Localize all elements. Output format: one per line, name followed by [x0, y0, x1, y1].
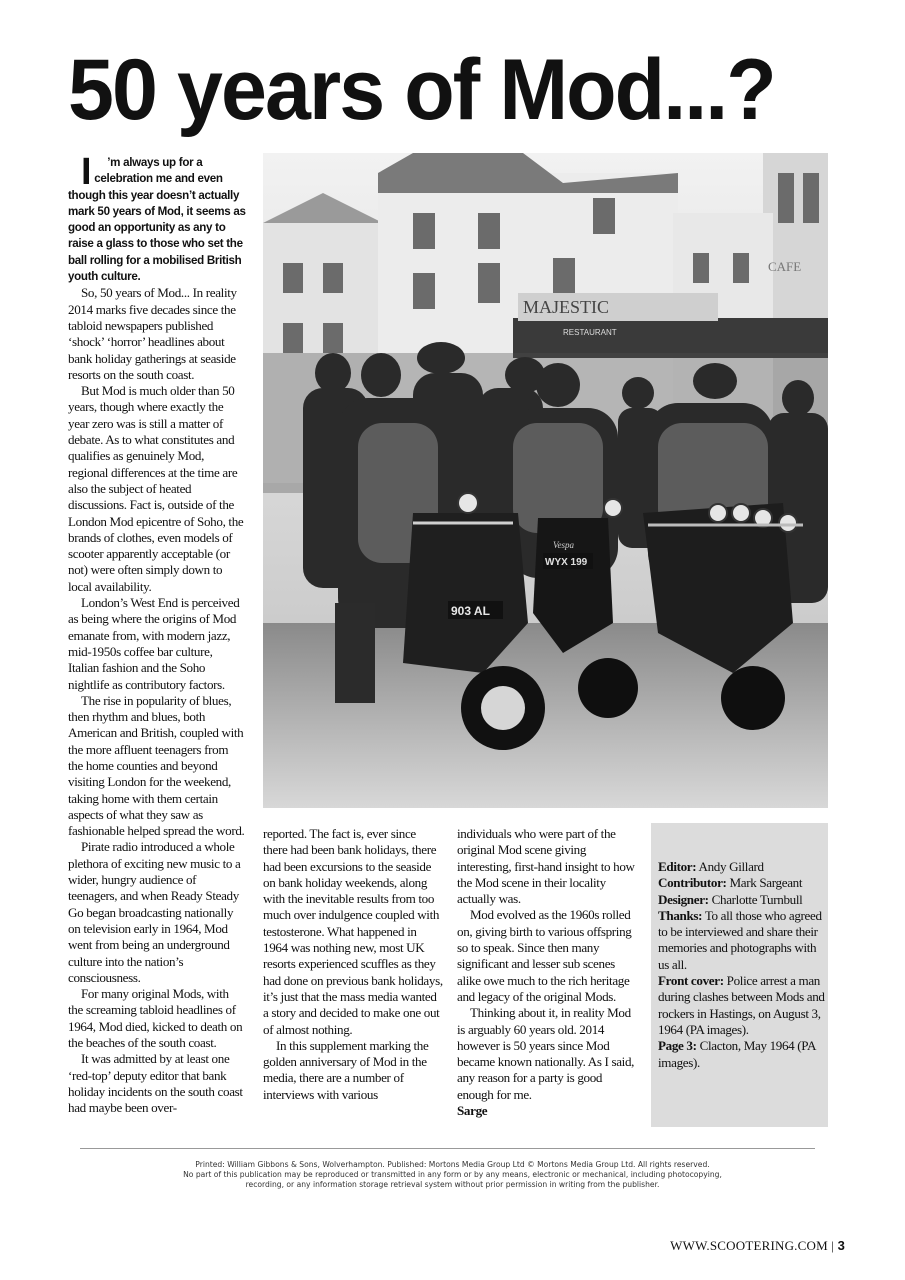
author-signoff: Sarge: [457, 1103, 488, 1119]
article-column-3: [457, 826, 637, 1119]
page-number: 3: [837, 1238, 845, 1253]
intro-text: ’m always up for a celebration me and even though this year doesn’t actually mark 50 years of Mod, it seems as good an opportunity as any to raise a glass to those who set the ball rolling for a mobilised British youth culture.: [68, 156, 246, 284]
credit-item: Designer: Charlotte Turnbull: [658, 891, 803, 907]
body-paragraph: In this supplement marking the golden anniversary of Mod in the media, there are a number of interviews with various: [263, 1037, 429, 1102]
page-folio: [670, 1238, 845, 1254]
body-paragraph: London’s West End is perceived as being where the origins of Mod emanate from, with modern jazz, mid-1950s coffee bar culture, Italian fashion and the Soho nightlife as contributory factors.: [68, 595, 240, 692]
body-paragraph: So, 50 years of Mod... In reality 2014 marks five decades since the tabloid newspapers published ‘shock’ ‘horror’ headlines about bank holiday gatherings at seaside resorts on the south coast.: [68, 285, 237, 382]
article-column-1: [68, 151, 246, 1117]
headline: 50 years of Mod...?: [68, 42, 775, 138]
fine-print-line: recording, or any information storage retrieval system without prior permission in writing from the publisher.: [245, 1180, 660, 1189]
mods-scooter-photo: [263, 153, 828, 808]
rear-plate: WYX 199: [545, 557, 588, 568]
body-paragraph: Mod evolved as the 1960s rolled on, giving birth to various offspring so to speak. Since then many significant and lesser sub scenes alike owe much to the rich heritage and legacy of the original Mods.: [457, 907, 632, 1004]
body-paragraph: It was admitted by at least one ‘red-top’ deputy editor that bank holiday incidents on the south coast had maybe been over-: [68, 1051, 243, 1116]
fine-print-line: No part of this publication may be reproduced or transmitted in any form or by any means, electronic or mechanical, including photocopying,: [183, 1170, 722, 1179]
fine-print-line: Printed: William Gibbons & Sons, Wolverhampton. Published: Mortons Media Group Ltd © Mortons Media Group Ltd. All rights reserved.: [195, 1160, 710, 1169]
body-paragraph: The rise in popularity of blues, then rhythm and blues, both American and British, coupled with the more affluent teenagers from the home counties and beyond visiting London for the weekend, taking home with them certain aspects of what they saw as fashionable helped spread the word.: [68, 692, 245, 839]
body-paragraph: But Mod is much older than 50 years, though where exactly the year zero was is still a matter of debate. As to what constitutes and qualifies as genuinely Mod, regional differences at the time are also the subject of heated discussions. Fact is, outside of the London Mod epicentre of Soho, the brands of clothes, even models of scooter apparently acceptable (or not) were often simply down to local availability.: [68, 383, 244, 594]
body-paragraph: Pirate radio introduced a whole plethora of exciting new music to a wider, hungry audience of teenagers, and when Ready Steady Go began broadcasting nationally on television early in 1964, Mod went from being an underground culture into the nation’s consciousness.: [68, 839, 241, 985]
photo-illustration: [263, 153, 828, 808]
credit-item: Page 3: Clacton, May 1964 (PA images).: [658, 1038, 816, 1070]
drop-cap: I: [81, 151, 92, 193]
front-plate: 903 AL: [451, 604, 490, 618]
credit-item: Contributor: Mark Sargeant: [658, 875, 803, 891]
folio-separator: |: [831, 1238, 835, 1253]
credit-item: Editor: Andy Gillard: [658, 859, 764, 874]
body-paragraph: reported. The fact is, ever since there had been bank holidays, there had been excursions to the seaside on bank holiday weekends, along with the inevitable results from too much over indulgence coupled with testosterone. What happened in 1964 was nothing new, most UK resorts experienced scuffles as they had done on previous bank holidays, it’s just that the mass media wanted a story and decided to make one out of almost nothing.: [263, 826, 443, 1037]
fine-print: [100, 1160, 805, 1190]
article-column-2: [263, 826, 443, 1103]
body-paragraph: Thinking about it, in reality Mod is arguably 60 years old. 2014 however is 50 years since Mod became known nationally. As I said, any reason for a party is good enough for me.: [457, 1005, 635, 1102]
cafe-sign: CAFE: [768, 259, 802, 274]
website-link[interactable]: WWW.SCOOTERING.COM: [670, 1238, 828, 1253]
hotel-sign: MAJESTIC: [523, 297, 610, 317]
footer-divider: [80, 1148, 815, 1149]
scooter-badge: Vespa: [553, 540, 574, 550]
credits-box: [651, 823, 828, 1127]
body-paragraph: For many original Mods, with the screaming tabloid headlines of 1964, Mod died, kicked to death on the beaches of the south coast.: [68, 986, 243, 1051]
credit-item: Front cover: Police arrest a man during clashes between Mods and rockers in Hastings, on August 3, 1964 (PA images).: [658, 973, 825, 1037]
body-paragraph: individuals who were part of the original Mod scene giving interesting, first-hand insight to how the Mod scene in their locality actually was.: [457, 826, 635, 907]
restaurant-sign: RESTAURANT: [563, 328, 617, 337]
credit-item: Thanks: To all those who agreed to be interviewed and share their memories and photographs with us all.: [658, 907, 822, 972]
intro-paragraph: [68, 151, 246, 285]
